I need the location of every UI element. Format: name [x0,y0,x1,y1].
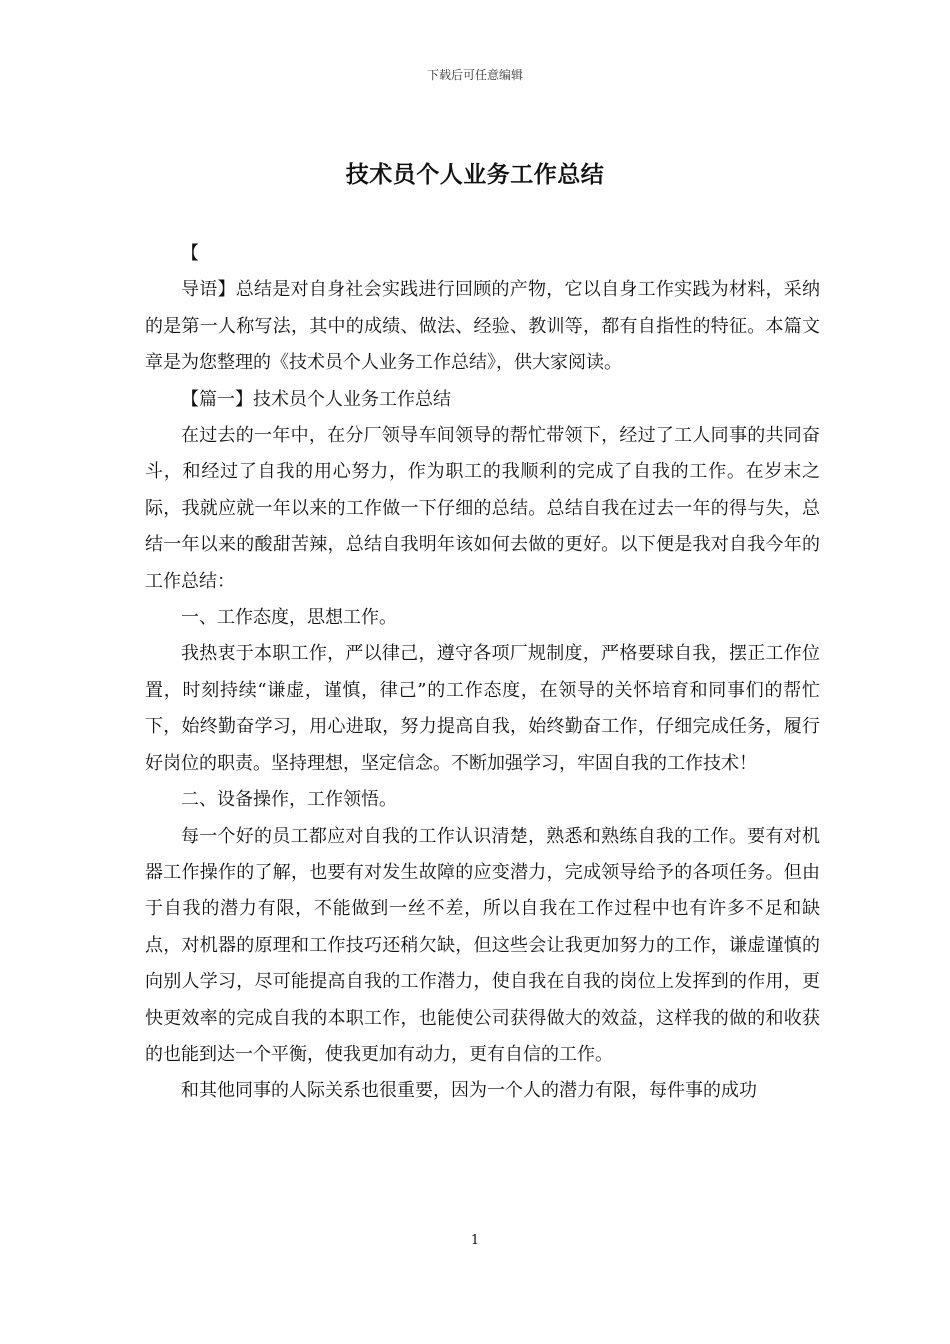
paragraph-bracket: 【 [181,243,199,264]
section-heading-attitude: 一、工作态度，思想工作。 [181,607,397,629]
section-heading-equipment: 二、设备操作，工作领悟。 [181,789,397,811]
paragraph-relationships: 和其他同事的人际关系也很重要，因为一个人的潜力有限，每件事的成功 [181,1080,757,1102]
paragraph-intro: 导语】总结是对自身社会实践进行回顾的产物，它以自身工作实践为材料，采纳的是第一人称写法，其中的成绩、做法、经验、教训等，都有自指性的特征。本篇文章是为您整理的《技术员个人业务工作总结》，供大家阅读。 [145,279,820,374]
section-heading-part-one: 【篇一】技术员个人业务工作总结 [181,388,451,410]
paragraph-overview: 在过去的一年中，在分厂领导车间领导的帮忙带领下，经过了工人同事的共同奋斗，和经过了自我的用心努力，作为职工的我顺利的完成了自我的工作。在岁末之际，我就应就一年以来的工作做一下仔细的总结。总结自我在过去一年的得与失，总结一年以来的酸甜苦辣，总结自我明年该如何去做的更好。以下便是我对自我今年的工作总结： [145,425,820,592]
page-number: 1 [470,1233,480,1248]
document-title: 技术员个人业务工作总结 [345,161,605,188]
header-note: 下载后可任意编辑 [426,68,523,82]
paragraph-equipment: 每一个好的员工都应对自我的工作认识清楚，熟悉和熟练自我的工作。要有对机器工作操作的了解，也要有对发生故障的应变潜力，完成领导给予的各项任务。但由于自我的潜力有限，不能做到一丝不差，所以自我在工作过程中也有许多不足和缺点，对机器的原理和工作技巧还稍欠缺，但这些会让我更加努力的工作，谦虚谨慎的向别人学习，尽可能提高自我的工作潜力，使自我在自我的岗位上发挥到的作用，更快更效率的完成自我的本职工作，也能使公司获得做大的效益，这样我的做的和收获的也能到达一个平衡，使我更加有动力，更有自信的工作。 [145,825,820,1065]
paragraph-attitude: 我热衷于本职工作，严以律己，遵守各项厂规制度，严格要球自我，摆正工作位置，时刻持续“谦虚，谨慎，律己”的工作态度，在领导的关怀培育和同事们的帮忙下，始终勤奋学习，用心进取，努力提高自我，始终勤奋工作，仔细完成任务，履行好岗位的职责。坚持理想，坚定信念。不断加强学习，牢固自我的工作技术！ [145,643,820,774]
document-body [145,236,820,1110]
